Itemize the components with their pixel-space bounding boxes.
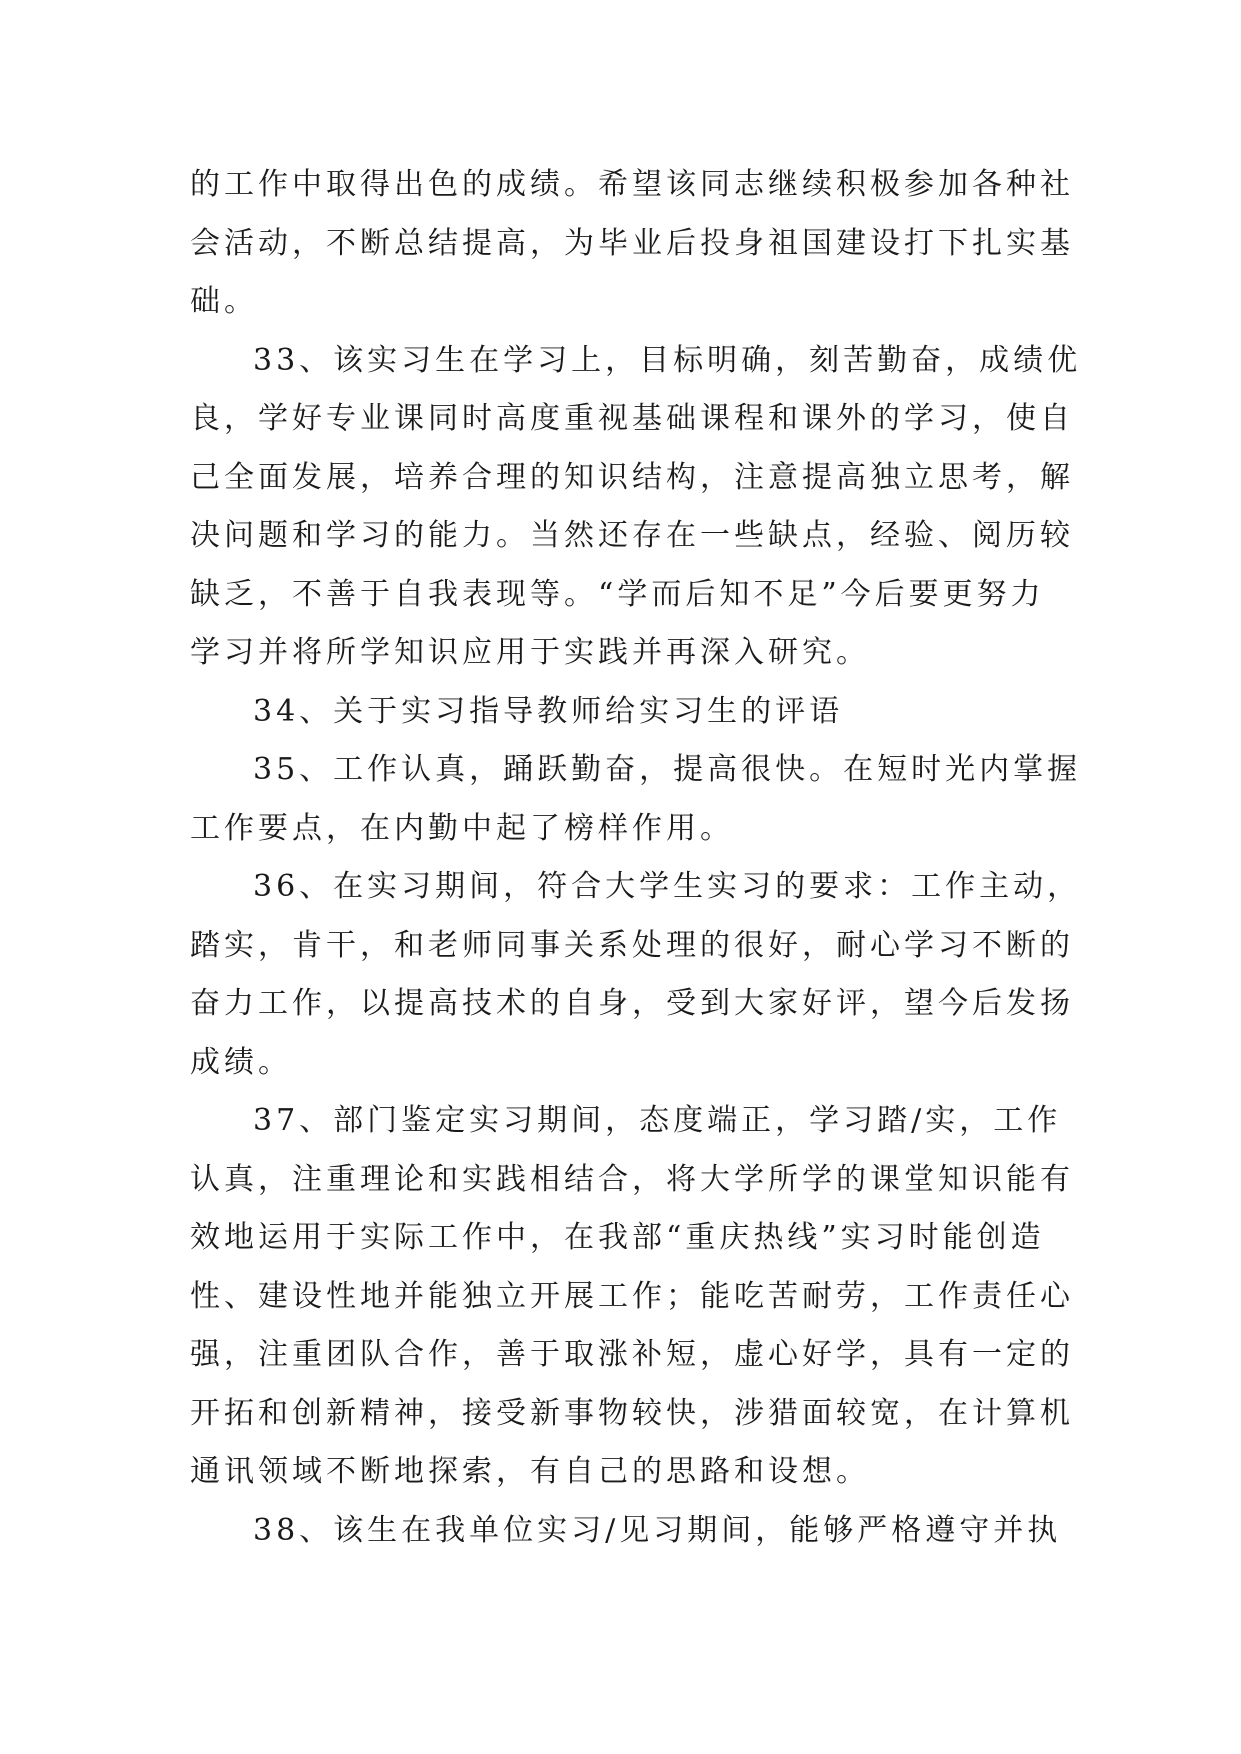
text-line: 己全面发展，培养合理的知识结构，注意提高独立思考，解 [190,459,1074,495]
text-line: 35、工作认真，踊跃勤奋，提高很快。在短时光内掌握 [253,752,1082,787]
text-line: 成绩。 [190,1044,292,1080]
text-line: 础。 [190,284,258,319]
text-line: 37、部门鉴定实习期间，态度端正，学习踏/实，工作 [253,1103,1062,1138]
text-line: 良，学好专业课同时高度重视基础课程和课外的学习，使自 [190,401,1074,436]
text-line: 效地运用于实际工作中，在我部“重庆热线”实习时能创造 [190,1220,1045,1255]
document-body [190,156,1082,1560]
text-line: 性、建设性地并能独立开展工作；能吃苦耐劳，工作责任心 [190,1278,1074,1314]
text-line: 学习并将所学知识应用于实践并再深入研究。 [190,635,870,670]
text-line: 认真，注重理论和实践相结合，将大学所学的课堂知识能有 [190,1161,1074,1197]
text-line: 会活动，不断总结提高，为毕业后投身祖国建设打下扎实基 [190,225,1074,261]
text-line: 开拓和创新精神，接受新事物较快，涉猎面较宽，在计算机 [190,1395,1074,1431]
text-line: 强，注重团队合作，善于取涨补短，虚心好学，具有一定的 [190,1337,1074,1372]
text-line: 38、该生在我单位实习/见习期间，能够严格遵守并执 [253,1512,1062,1548]
text-line: 33、该实习生在学习上，目标明确，刻苦勤奋，成绩优 [253,342,1082,378]
text-line: 的工作中取得出色的成绩。希望该同志继续积极参加各种社 [190,167,1074,202]
text-line: 奋力工作，以提高技术的自身，受到大家好评，望今后发扬 [190,986,1074,1021]
text-line: 缺乏，不善于自我表现等。“学而后知不足”今后要更努力 [190,576,1045,612]
text-line: 踏实，肯干，和老师同事关系处理的很好，耐心学习不断的 [190,927,1074,963]
text-line: 34、关于实习指导教师给实习生的评语 [253,693,844,729]
text-line: 决问题和学习的能力。当然还存在一些缺点，经验、阅历较 [190,518,1074,553]
text-line: 通讯领域不断地探索，有自己的思路和设想。 [190,1454,870,1489]
text-line: 36、在实习期间，符合大学生实习的要求：工作主动， [253,869,1082,904]
text-line: 工作要点，在内勤中起了榜样作用。 [190,810,734,846]
